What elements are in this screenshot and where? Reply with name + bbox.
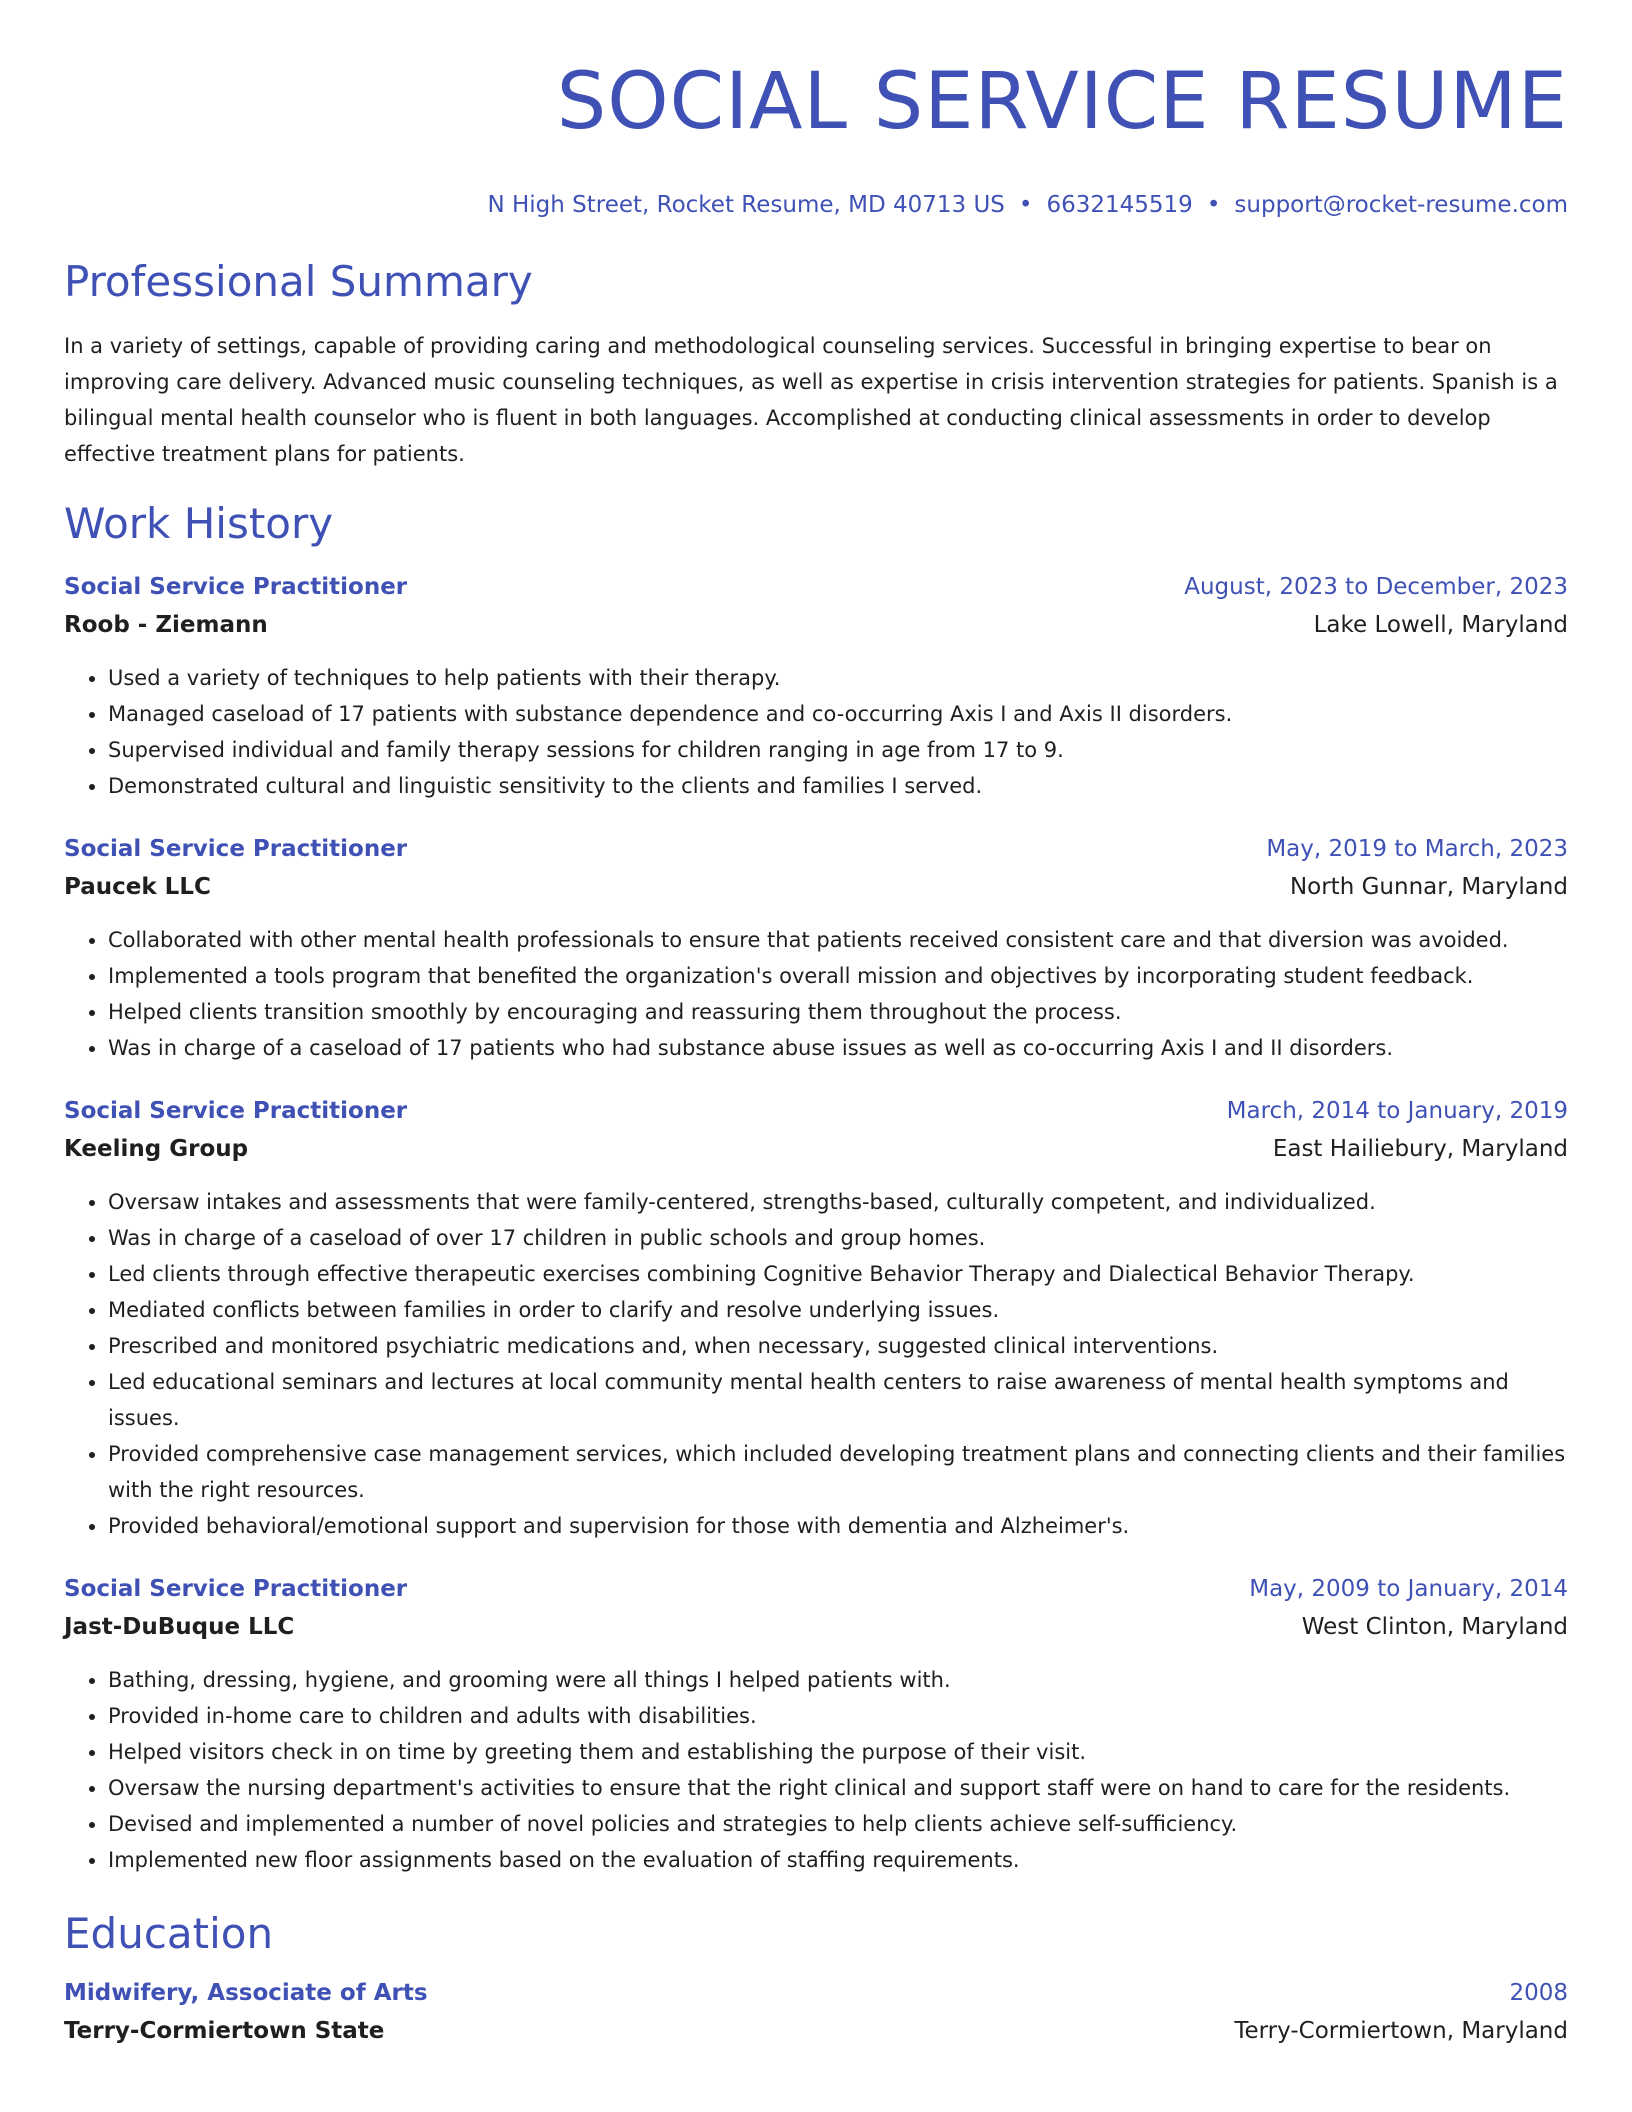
job-location: North Gunnar, Maryland <box>1289 874 1568 900</box>
education-location: Terry-Cormiertown, Maryland <box>1234 2018 1568 2044</box>
education-school-row <box>64 2012 1568 2050</box>
job-entry <box>64 1092 1568 1544</box>
education-year: 2008 <box>1509 1980 1568 2006</box>
job-title: Social Service Practitioner <box>64 1098 408 1124</box>
job-location: East Hailiebury, Maryland <box>1272 1136 1568 1162</box>
resume-title: SOCIAL SERVICE RESUME <box>556 57 1568 147</box>
job-location: Lake Lowell, Maryland <box>1313 612 1568 638</box>
job-duty-item: • Helped visitors check in on time by greeting them and establishing the purpose of their visit. <box>108 1734 1568 1770</box>
job-employer-row <box>64 1130 1568 1168</box>
job-duties-list <box>64 922 1568 1066</box>
job-employer: Keeling Group <box>64 1136 249 1162</box>
education-school: Terry-Cormiertown State <box>64 2018 385 2044</box>
contact-email: support@rocket-resume.com <box>1234 192 1568 218</box>
job-duty-item: • Mediated conflicts between families in order to clarify and resolve underlying issues. <box>108 1292 1568 1328</box>
job-employer-row <box>64 1608 1568 1646</box>
contact-separator: • <box>1206 192 1221 218</box>
resume-header <box>64 0 1568 220</box>
job-duty-item: • Oversaw intakes and assessments that were family-centered, strengths-based, culturally competent, and individualized. <box>108 1184 1568 1220</box>
job-duty-item: • Implemented new floor assignments based on the evaluation of staffing requirements. <box>108 1842 1568 1878</box>
job-duties-list <box>64 1662 1568 1878</box>
summary-text: In a variety of settings, capable of providing caring and methodological counseling services. Successful in bringing expertise to bear on improving care delivery. Advanced music counseling techniques, as well as expertise in crisis intervention strategies for patients. Spanish is a bilingual mental health counselor who is fluent in both languages. Accomplished at conducting clinical assessments in order to develop effective treatment plans for patients. <box>64 334 1558 466</box>
job-duty-item: • Was in charge of a caseload of over 17 children in public schools and group homes. <box>108 1220 1568 1256</box>
job-title: Social Service Practitioner <box>64 1576 408 1602</box>
job-duty-item: • Used a variety of techniques to help patients with their therapy. <box>108 660 1568 696</box>
job-duty-item: • Led educational seminars and lectures at local community mental health centers to raise awareness of mental health symptoms and issues. <box>108 1364 1568 1436</box>
job-entry <box>64 568 1568 804</box>
job-dates: May, 2009 to January, 2014 <box>1249 1576 1568 1602</box>
summary-heading: Professional Summary <box>64 257 533 306</box>
job-duty-item: • Provided behavioral/emotional support and supervision for those with dementia and Alzheimer's. <box>108 1508 1568 1544</box>
work-history-list <box>64 568 1568 1878</box>
job-duty-item: • Collaborated with other mental health professionals to ensure that patients received consistent care and that diversion was avoided. <box>108 922 1568 958</box>
job-title: Social Service Practitioner <box>64 574 408 600</box>
job-employer: Paucek LLC <box>64 874 211 900</box>
contact-separator: • <box>1018 192 1033 218</box>
job-header-row <box>64 1092 1568 1130</box>
contact-address: N High Street, Rocket Resume, MD 40713 US <box>487 192 1005 218</box>
job-duty-item: • Bathing, dressing, hygiene, and grooming were all things I helped patients with. <box>108 1662 1568 1698</box>
job-duty-item: • Devised and implemented a number of novel policies and strategies to help clients achieve self-sufficiency. <box>108 1806 1568 1842</box>
job-employer-row <box>64 606 1568 644</box>
job-title: Social Service Practitioner <box>64 836 408 862</box>
education-degree: Midwifery, Associate of Arts <box>64 1980 428 2006</box>
job-header-row <box>64 568 1568 606</box>
job-duty-item: • Provided in-home care to children and adults with disabilities. <box>108 1698 1568 1734</box>
job-entry <box>64 830 1568 1066</box>
education-heading: Education <box>64 1909 274 1958</box>
job-duties-list <box>64 1184 1568 1544</box>
education-entry <box>64 1974 1568 2050</box>
work-history-heading: Work History <box>64 499 334 548</box>
job-duties-list <box>64 660 1568 804</box>
job-duty-item: • Led clients through effective therapeutic exercises combining Cognitive Behavior Therapy and Dialectical Behavior Therapy. <box>108 1256 1568 1292</box>
job-duty-item: • Demonstrated cultural and linguistic sensitivity to the clients and families I served. <box>108 768 1568 804</box>
job-employer: Jast-DuBuque LLC <box>64 1614 295 1640</box>
job-duty-item: • Implemented a tools program that benefited the organization's overall mission and objectives by incorporating student feedback. <box>108 958 1568 994</box>
job-header-row <box>64 830 1568 868</box>
contact-phone: 6632145519 <box>1046 192 1193 218</box>
job-header-row <box>64 1570 1568 1608</box>
job-dates: May, 2019 to March, 2023 <box>1266 836 1568 862</box>
education-header-row <box>64 1974 1568 2012</box>
job-duty-item: • Managed caseload of 17 patients with substance dependence and co-occurring Axis I and Axis II disorders. <box>108 696 1568 732</box>
education-list <box>64 1974 1568 2050</box>
job-duty-item: • Oversaw the nursing department's activities to ensure that the right clinical and support staff were on hand to care for the residents. <box>108 1770 1568 1806</box>
job-dates: March, 2014 to January, 2019 <box>1226 1098 1568 1124</box>
job-location: West Clinton, Maryland <box>1301 1614 1568 1640</box>
job-duty-item: • Provided comprehensive case management services, which included developing treatment plans and connecting clients and their families with the right resources. <box>108 1436 1568 1508</box>
job-entry <box>64 1570 1568 1878</box>
job-dates: August, 2023 to December, 2023 <box>1184 574 1568 600</box>
job-duty-item: • Supervised individual and family therapy sessions for children ranging in age from 17 to 9. <box>108 732 1568 768</box>
job-duty-item: • Helped clients transition smoothly by encouraging and reassuring them throughout the process. <box>108 994 1568 1030</box>
job-duty-item: • Prescribed and monitored psychiatric medications and, when necessary, suggested clinical interventions. <box>108 1328 1568 1364</box>
contact-line <box>64 190 1568 220</box>
job-employer: Roob - Ziemann <box>64 612 268 638</box>
job-duty-item: • Was in charge of a caseload of 17 patients who had substance abuse issues as well as co-occurring Axis I and II disorders. <box>108 1030 1568 1066</box>
job-employer-row <box>64 868 1568 906</box>
